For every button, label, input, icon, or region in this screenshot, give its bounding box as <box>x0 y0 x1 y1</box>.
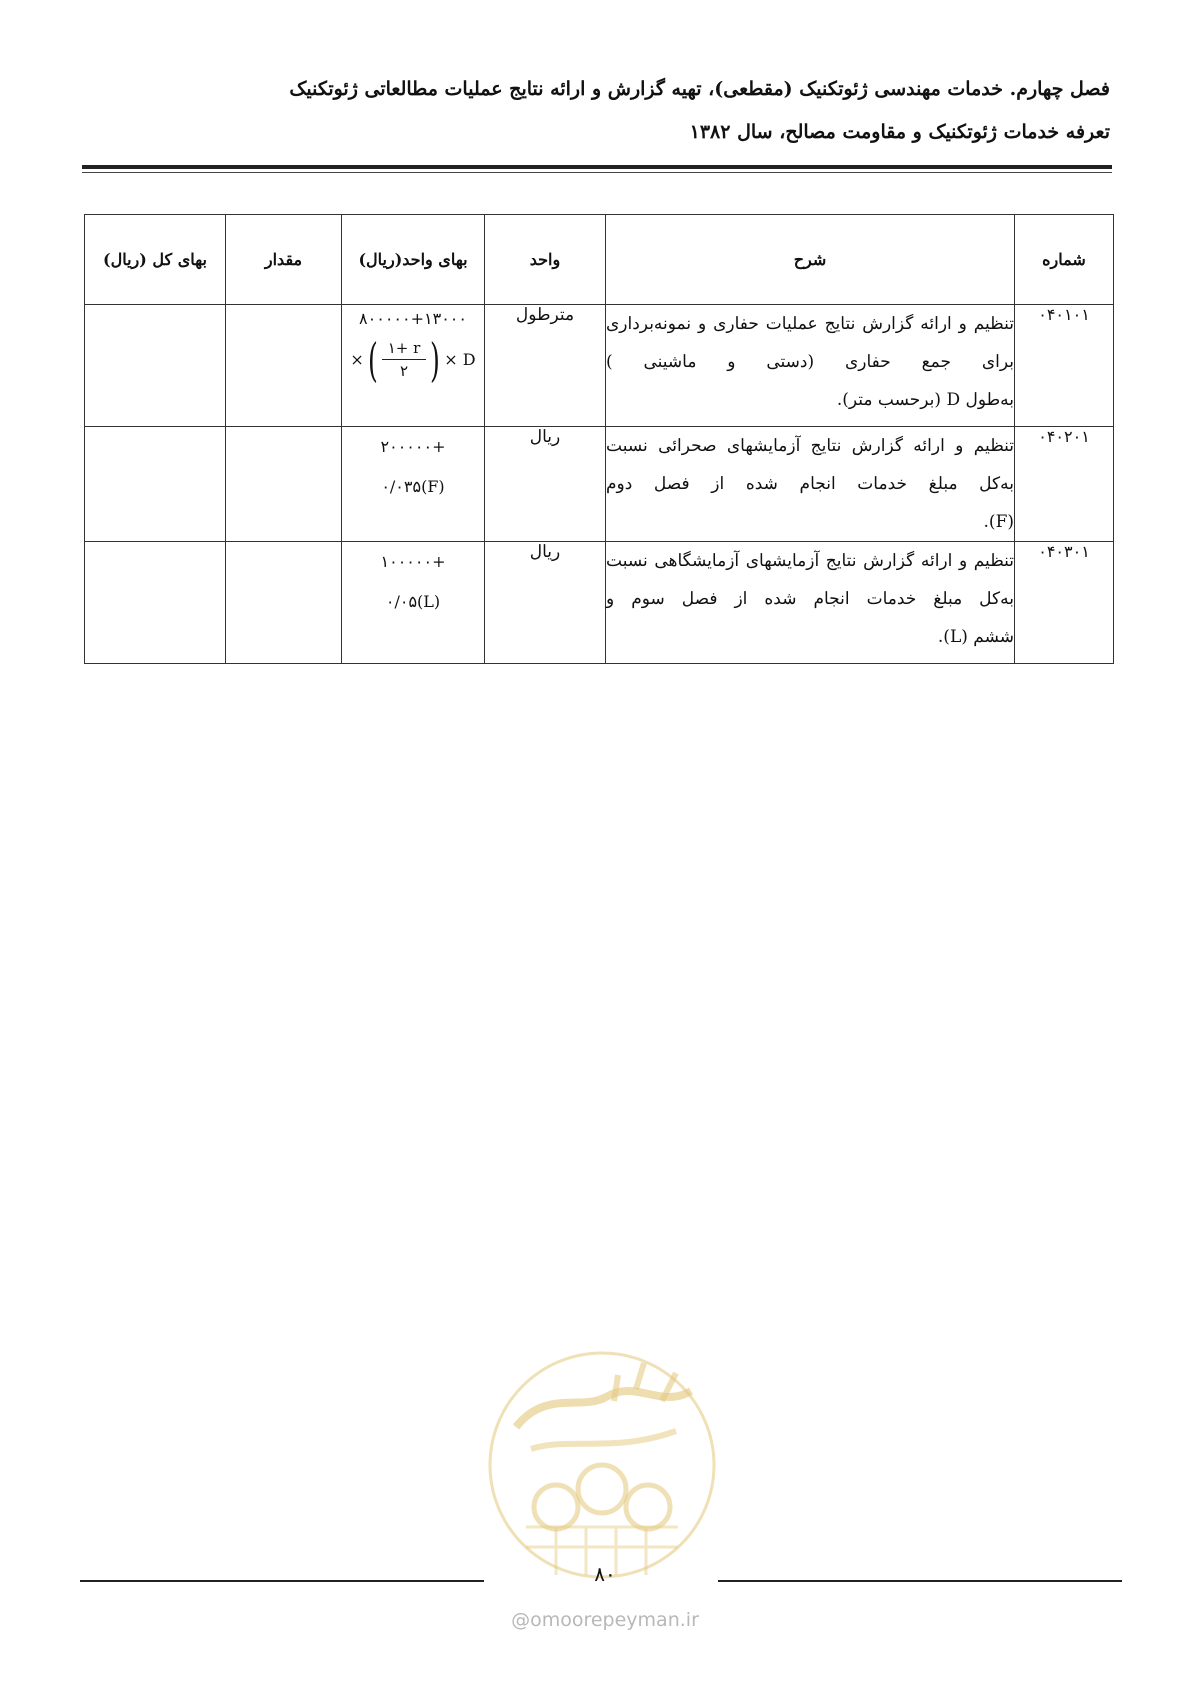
close-paren: ) <box>430 332 441 387</box>
price-line1: ۱۰۰۰۰۰+ <box>380 552 446 571</box>
running-header <box>80 72 1110 149</box>
chapter-title: فصل چهارم. خدمات مهندسی ژئوتکنیک (مقطعی)، تهیه گزارش و ارائه نتایج عملیات مطالعاتی ژئوتکنیک <box>289 78 1110 100</box>
row-description <box>606 427 1015 542</box>
table-row <box>85 542 1114 664</box>
description-last-line: (F). <box>983 512 1014 532</box>
row-number: ۰۴۰۲۰۱ <box>1015 427 1114 542</box>
tariff-title: تعرفه خدمات ژئوتکنیک و مقاومت مصالح، سال ۱۳۸۲ <box>689 121 1110 143</box>
description-last-line: به‌طول D (برحسب متر). <box>836 390 1014 410</box>
price-line2: ۰/۰۵(L) <box>385 592 441 611</box>
row-unit-price <box>342 305 485 427</box>
fraction-numerator: ۱+ r <box>382 337 427 360</box>
times-sign: × <box>350 350 364 369</box>
row-total <box>85 427 226 542</box>
site-watermark <box>495 1609 715 1631</box>
row-total <box>85 542 226 664</box>
price-line1: ۲۰۰۰۰۰+ <box>380 437 446 456</box>
footer-rule-left <box>80 1580 484 1582</box>
row-unit: ریال <box>485 542 606 664</box>
row-unit-price <box>342 542 485 664</box>
header-quantity: مقدار <box>226 215 342 305</box>
price-line2: ۰/۰۳۵(F) <box>381 477 445 496</box>
fraction-denominator: ۲ <box>400 362 409 380</box>
price-formula-line1: ۸۰۰۰۰۰+۱۳۰۰۰ <box>359 309 467 328</box>
row-unit: مترطول <box>485 305 606 427</box>
page-number: ۸۰ <box>594 1562 616 1586</box>
table-row <box>85 427 1114 542</box>
row-unit-price <box>342 427 485 542</box>
omoor-peyman-seal-logo <box>486 1349 718 1581</box>
at-icon: @ <box>511 1609 531 1631</box>
times-d: × D <box>444 350 476 369</box>
header-rule-thick <box>82 165 1112 169</box>
row-description <box>606 542 1015 664</box>
header-description: شرح <box>606 215 1015 305</box>
header-unit: واحد <box>485 215 606 305</box>
fraction <box>382 337 427 382</box>
description-text: تنظیم و ارائه گزارش نتایج آزمایشهای صحرائی نسبت به‌کل مبلغ خدمات انجام شده از فصل دوم <box>606 436 1014 494</box>
row-number: ۰۴۰۱۰۱ <box>1015 305 1114 427</box>
table-row <box>85 305 1114 427</box>
tariff-table <box>84 214 1114 664</box>
row-number: ۰۴۰۳۰۱ <box>1015 542 1114 664</box>
header-total-price: بهای کل (ریال) <box>85 215 226 305</box>
row-total <box>85 305 226 427</box>
row-quantity <box>226 542 342 664</box>
description-last-line: ششم (L). <box>937 627 1014 647</box>
row-quantity <box>226 427 342 542</box>
watermark-text: omoorepeyman.ir <box>530 1609 699 1631</box>
description-text: تنظیم و ارائه گزارش نتایج عملیات حفاری و نمونه‌برداری برای جمع حفاری (دستی و ماشینی ) <box>606 314 1014 372</box>
open-paren: ( <box>367 332 378 387</box>
header-unit-price: بهای واحد(ریال) <box>342 215 485 305</box>
description-text: تنظیم و ارائه گزارش نتایج آزمایشهای آزمایشگاهی نسبت به‌کل مبلغ خدمات انجام شده از فصل سوم و <box>606 551 1014 609</box>
footer-rule-right <box>718 1580 1122 1582</box>
header-rule-thin <box>82 172 1112 173</box>
price-formula-line2 <box>342 332 484 387</box>
table-header-row <box>85 215 1114 305</box>
row-unit: ریال <box>485 427 606 542</box>
row-description <box>606 305 1015 427</box>
row-quantity <box>226 305 342 427</box>
header-number: شماره <box>1015 215 1114 305</box>
